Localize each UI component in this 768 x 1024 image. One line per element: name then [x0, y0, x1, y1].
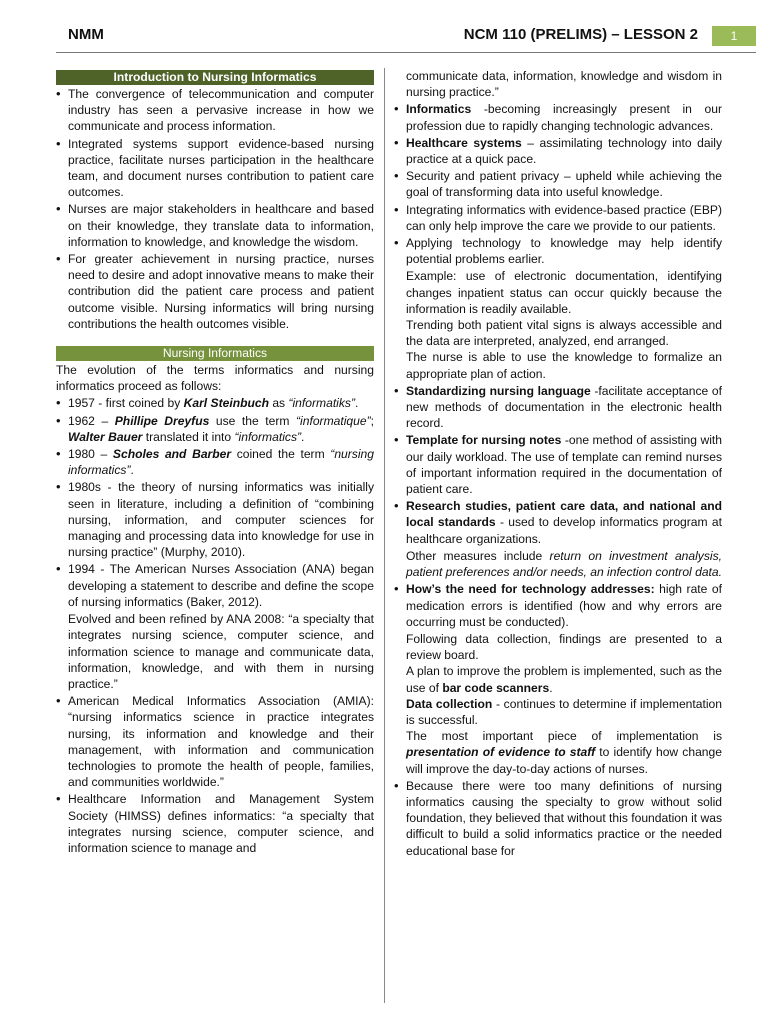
list-item-standardizing: • Standardizing nursing language -facilitate acceptance of new methods of documentation in the electronic health record. [394, 383, 722, 432]
list-item-1957: • 1957 - first coined by Karl Steinbuch as “informatiks”. [56, 395, 374, 411]
list-item: • The convergence of telecommunication and computer industry has seen a pervasive increase in how we communicate and process information. [56, 86, 374, 135]
list-item-healthcare-systems: • Healthcare systems – assimilating technology into daily practice at a quick pace. [394, 135, 722, 167]
paragraph: Example: use of electronic documentation, identifying changes inpatient status can occur quickly because the information is readily available. [406, 269, 722, 316]
right-column [394, 68, 722, 860]
list-item: • Because there were too many definitions of nursing informatics causing the specialty to grow without solid foundation, they believed that without this foundation it was difficult to build a solid informatics practice or the needed educational base for [394, 778, 722, 859]
list-item-1994: • 1994 - The American Nurses Association (ANA) began developing a statement to describe and define the scope of nursing informatics (Baker, 2012). [56, 561, 374, 610]
list-item-himss: • Healthcare Information and Management System Society (HIMSS) defines informatics: “a specialty that integrates nursing science, computer science, and information science to manage and [56, 791, 374, 856]
paragraph: The nurse is able to use the knowledge to formalize an appropriate plan of action. [406, 350, 722, 381]
section-heading-nursing-informatics: Nursing Informatics [56, 346, 374, 361]
paragraph: Other measures include return on investment analysis, patient preferences and/or needs, an infection control data. [406, 548, 722, 580]
section-heading-intro: Introduction to Nursing Informatics [56, 70, 374, 85]
list-item: • Nurses are major stakeholders in healthcare and based on their knowledge, they translate data to information, information to knowledge, and knowledge the wisdom. [56, 201, 374, 250]
column-divider [384, 68, 385, 1003]
list-item-1980: • 1980 – Scholes and Barber coined the term “nursing informatics”. [56, 446, 374, 478]
list-item-amia: • American Medical Informatics Association (AMIA): “nursing informatics science in practice integrates nursing, its information and knowledge and their management, with information and communication technologies to promote the health of people, families, and communities worldwide.” [56, 693, 374, 790]
list-item: • Applying technology to knowledge may help identify potential problems earlier. [394, 235, 722, 267]
paragraph: communicate data, information, knowledge and wisdom in nursing practice.” [406, 69, 722, 100]
paragraph: The evolution of the terms informatics and nursing informatics proceed as follows: [56, 363, 374, 394]
list-item: • For greater achievement in nursing practice, nurses need to desire and adopt innovative means to make their contribution did the patient care process and patient outcome visible. Nursing informatics will bring nursing contributions the health outcomes visible. [56, 251, 374, 332]
header-rule [56, 52, 756, 53]
list-item-hows: • How’s the need for technology addresses: high rate of medication errors is identified (how and why errors are occurring must be conducted). [394, 581, 722, 630]
list-item-template: • Template for nursing notes -one method of assisting with our daily workload. The use of template can remind nurses of important information required in the documentation of patient care. [394, 432, 722, 497]
paragraph: Following data collection, findings are presented to a review board. [406, 631, 722, 663]
author-initials: NMM [68, 26, 104, 43]
list-item-1980s: • 1980s - the theory of nursing informatics was initially seen in literature, including a definition of “combining nursing, information, and computer sciences for managing and processing data into knowledge for use in nursing practice” (Murphy, 2010). [56, 479, 374, 560]
paragraph: The most important piece of implementation is presentation of evidence to staff to identify how change will improve the day-to-day actions of nurses. [406, 729, 722, 776]
list-item: • Integrated systems support evidence-based nursing practice, facilitate nurses participation in the healthcare team, and document nurses contribution to patient care outcomes. [56, 136, 374, 201]
list-item-research: • Research studies, patient care data, and national and local standards - used to develop informatics program at healthcare organizations. [394, 498, 722, 547]
left-column [56, 68, 374, 857]
course-title: NCM 110 (PRELIMS) – LESSON 2 [463, 26, 698, 43]
list-item: • Integrating informatics with evidence-based practice (EBP) can only help improve the care we provide to our patients. [394, 202, 722, 234]
page-header [56, 22, 716, 50]
list-item-informatics: • Informatics -becoming increasingly present in our profession due to rapidly changing technologic advances. [394, 101, 722, 133]
list-item: • Security and patient privacy – upheld while achieving the goal of transforming data into useful knowledge. [394, 168, 722, 200]
list-item-1962: • 1962 – Phillipe Dreyfus use the term “informatique”; Walter Bauer translated it into “informatics”. [56, 413, 374, 445]
paragraph: Data collection - continues to determine if implementation is successful. [406, 696, 722, 727]
page-number-badge: 1 [712, 26, 756, 46]
paragraph: Trending both patient vital signs is always accessible and the data are interpreted, analyzed, end arranged. [406, 318, 722, 349]
paragraph: Evolved and been refined by ANA 2008: “a specialty that integrates nursing science, computer science, and information science to manage and communicate data, information, knowledge, and with them in nursing practice.” [68, 612, 374, 691]
paragraph: A plan to improve the problem is implemented, such as the use of bar code scanners. [406, 664, 722, 695]
